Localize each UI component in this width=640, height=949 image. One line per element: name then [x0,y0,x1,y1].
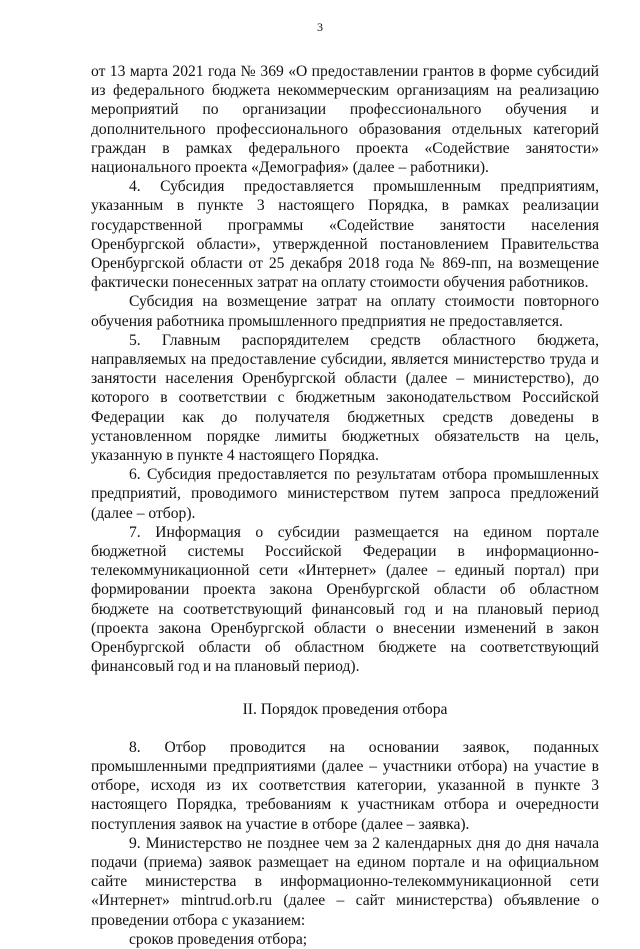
paragraph-item-7: 7. Информация о субсидии размещается на едином портале бюджетной системы Российской Федерации в информационно-телекоммуникационной сети «Интернет» (далее – единый портал) при формировании проекта закона Оренбургской области об областном бюджете на соответствующий финансовый год и на плановый период (проекта закона Оренбургской области о внесении изменений в закон Оренбургской области об областном бюджете на соответствующий финансовый год и на плановый период). [91,523,599,676]
paragraph-item-8: 8. Отбор проводится на основании заявок, поданных промышленными предприятиями (далее – участники отбора) на участие в отборе, исходя из их соответствия категории, указанной в пункте 3 настоящего Порядка, требованиям к участникам отбора и очередности поступления заявок на участие в отборе (далее – заявка). [91,738,599,833]
document-body [91,62,599,949]
paragraph-list-item: сроков проведения отбора; [129,930,308,948]
paragraph-item-5: 5. Главным распорядителем средств областного бюджета, направляемых на предоставление субсидии, является министерство труда и занятости населения Оренбургской области (далее – министерство), до которого в соответствии с бюджетным законодательством Российской Федерации как до получателя бюджетных средств доведены в установленном порядке лимиты бюджетных обязательств на цель, указанную в пункте 4 настоящего Порядка. [91,331,599,465]
spacer [91,719,599,738]
paragraph-item-9: 9. Министерство не позднее чем за 2 календарных дня до дня начала подачи (приема) заявок размещает на едином портале и на официальном сайте министерства в информационно-телекоммуникационной сети «Интернет» mintrud.orb.ru (далее – сайт министерства) объявление о проведении отбора с указанием: [91,834,599,929]
page-number: 3 [317,20,323,34]
section-heading: II. Порядок проведения отбора [242,700,448,718]
paragraph-item-4: 4. Субсидия предоставляется промышленным предприятиям, указанным в пункте 3 настоящего Порядка, в рамках реализации государственной программы «Содействие занятости населения Оренбургской области», утвержденной постановлением Правительства Оренбургской области от 25 декабря 2018 года № 869-пп, на возмещение фактически понесенных затрат на оплату стоимости обучения работников. [91,178,599,292]
spacer [91,677,599,700]
paragraph-item-6: 6. Субсидия предоставляется по результатам отбора промышленных предприятий, проводимого министерством путем запроса предложений (далее – отбор). [91,466,599,522]
paragraph-continuation: от 13 марта 2021 года № 369 «О предоставлении грантов в форме субсидий из федерального бюджета некоммерческим организациям на реализацию мероприятий по организации профессионального обучения и дополнительного профессионального образования отдельных категорий граждан в рамках федерального проекта «Содействие занятости» национального проекта «Демография» (далее – работники). [91,63,599,177]
paragraph-subsidy-repeat-training: Субсидия на возмещение затрат на оплату стоимости повторного обучения работника промышленного предприятия не предоставляется. [91,293,599,330]
